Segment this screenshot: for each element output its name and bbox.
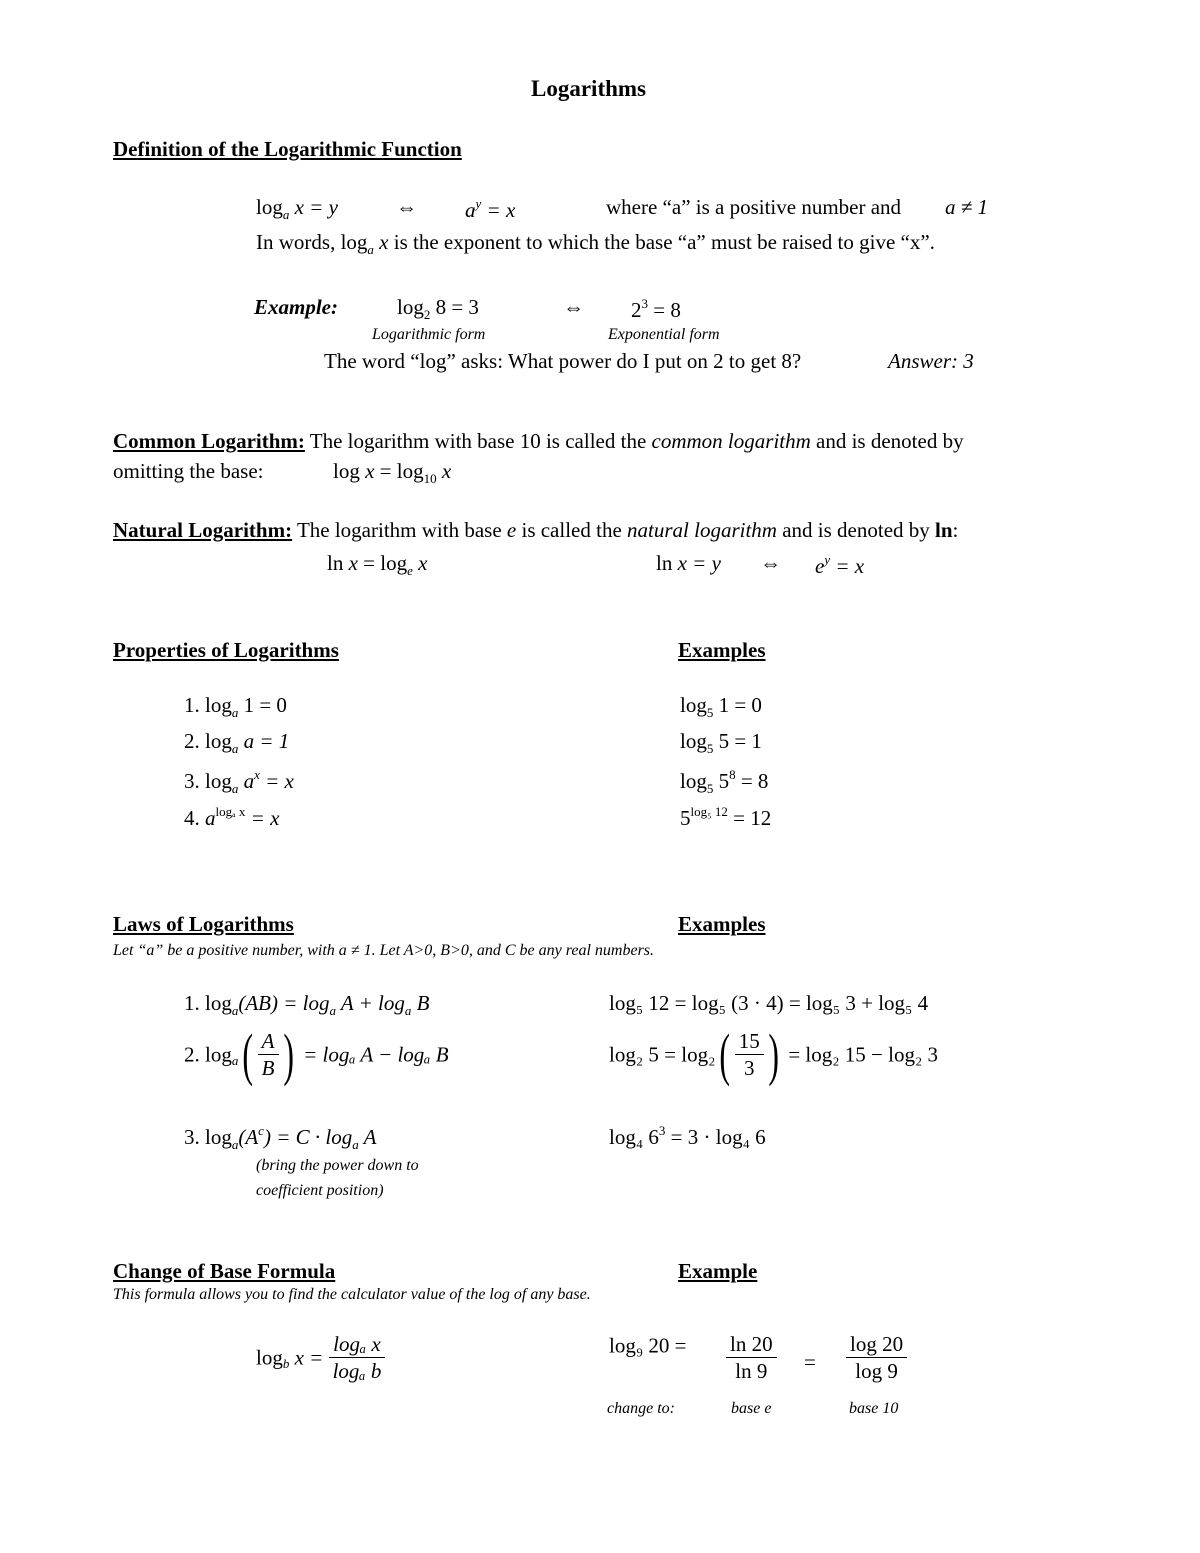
property-sup: logₐ x (215, 804, 246, 819)
common-x2: x (441, 459, 452, 483)
property-rhs: a = 1 (238, 729, 290, 753)
common-text-italic: common logarithm (651, 429, 811, 453)
left-paren: ( (719, 1022, 731, 1087)
log-base: a (231, 705, 239, 720)
example-rhs: = log₂ 15 − log₂ 3 (783, 1042, 939, 1067)
common-log-line (113, 431, 964, 452)
log-text: log (340, 230, 368, 254)
log-text: log (680, 729, 707, 753)
log-text: log (205, 991, 232, 1015)
log-base: a (329, 1003, 336, 1018)
properties-examples-heading: Examples (678, 638, 766, 662)
iff-symbol: ⇔ (760, 551, 781, 575)
left-paren: ( (242, 1022, 254, 1087)
right-paren: ) (282, 1022, 294, 1087)
log-fraction (846, 1334, 907, 1382)
property-4 (184, 805, 279, 829)
where-text: where “a” is a positive number and (606, 195, 902, 219)
example-rhs: = 3 · log₄ 6 (665, 1125, 766, 1149)
log-base: a (282, 207, 290, 222)
log-text: log (205, 729, 232, 753)
change-example-formula (609, 1334, 687, 1357)
example-lhs: log₂ 5 = log₂ (609, 1042, 716, 1067)
property-num: 3. (184, 769, 200, 793)
example-rhs: = 8 (735, 769, 769, 793)
formula-fraction (329, 1334, 386, 1382)
definition-heading: Definition of the Logarithmic Function (113, 137, 462, 161)
in-words-suffix: is the exponent to which the base “a” must be raised to give “x”. (393, 230, 935, 254)
common-log-heading: Common Logarithm: (113, 429, 305, 453)
law-2 (184, 1022, 449, 1087)
log-base: a (231, 1137, 239, 1152)
in-words-prefix: In words, (256, 230, 336, 254)
common-base: 10 (423, 471, 437, 486)
common-text-a: The logarithm with base 10 is called the (304, 429, 652, 453)
ln-x: x (348, 551, 358, 575)
base-10-label: base 10 (849, 1400, 899, 1417)
natural-colon: : (952, 518, 959, 542)
log-text: log (397, 295, 424, 319)
log-text: log (205, 769, 232, 793)
example-exp-form (631, 297, 681, 321)
log-base: 2 (423, 307, 431, 322)
eq-y: = y (303, 195, 338, 219)
property-rhs: = x (259, 769, 294, 793)
in-words-line (256, 232, 935, 256)
properties-heading: Properties of Logarithms (113, 638, 339, 662)
example-lhs: log₉ 20 = (609, 1333, 687, 1358)
natural-text-c: and is denoted by (776, 518, 936, 542)
law-arg: (A (238, 1125, 259, 1149)
property-sup: x (254, 767, 260, 782)
natural-formula-2 (656, 553, 721, 574)
log-base: a (367, 242, 374, 257)
iff-symbol: ⇔ (563, 295, 584, 319)
log-base: a (231, 1052, 239, 1068)
property-rhs: = x (245, 806, 280, 830)
change-example-eq: = (804, 1350, 816, 1374)
right-paren: ) (768, 1022, 779, 1087)
property-example-3 (680, 768, 768, 795)
natural-formula-1 (327, 553, 427, 577)
change-to-label: change to: (607, 1400, 675, 1417)
example-rhs: 1 = 0 (713, 693, 762, 717)
log-question: The word “log” asks: What power do I put on 2 to get 8? (324, 349, 802, 373)
property-example-4 (680, 805, 771, 829)
example-arg: 5 (713, 769, 730, 793)
common-text-b: and is denoted by (810, 429, 964, 453)
property-rhs: 1 = 0 (238, 693, 287, 717)
natural-e: e (506, 518, 517, 542)
example-sup: log₅ 12 (690, 804, 728, 819)
natural-log-line (113, 520, 958, 541)
fraction-numerator: 15 (738, 1029, 760, 1053)
example-lhs: log₄ 6 (609, 1125, 659, 1149)
log-text: log (680, 769, 707, 793)
ln-x2: x (418, 551, 428, 575)
laws-heading: Laws of Logarithms (113, 912, 294, 936)
exp-two: 2 (631, 298, 642, 322)
law-3 (184, 1124, 376, 1151)
property-base: a (205, 806, 216, 830)
exp-rhs: = 8 (648, 298, 681, 322)
log-base: 5 (706, 781, 714, 796)
fraction-denominator: logₐ b (332, 1359, 382, 1383)
property-arg: a (238, 769, 255, 793)
fraction-numerator: ln 20 (726, 1334, 777, 1358)
change-example-log (846, 1334, 907, 1382)
log-text: log (680, 693, 707, 717)
property-3 (184, 768, 294, 795)
exp-sup: y (475, 196, 482, 211)
common-log: log (333, 459, 360, 483)
example-log-form (397, 297, 479, 321)
law-rhs: = logₐ A − logₐ B (297, 1042, 449, 1067)
laws-note: Let “a” be a positive number, with a ≠ 1. Let A>0, B>0, and C be any real numbers. (113, 942, 655, 959)
log-text: log (256, 1345, 283, 1370)
exp-form-label: Exponential form (608, 326, 720, 343)
natural-text-italic: natural logarithm (627, 518, 777, 542)
exp-base: a (465, 198, 476, 222)
definition-formula (256, 197, 338, 221)
log-base: a (352, 1137, 359, 1152)
law-num: 3. (184, 1125, 200, 1149)
example-label: Example: (254, 295, 338, 319)
log-form-label: Logarithmic form (372, 326, 486, 343)
log-text: log (256, 195, 283, 219)
common-eq: = log (374, 459, 424, 483)
example-base: 5 (680, 806, 691, 830)
law-rhs: ) = C · log (263, 1125, 353, 1149)
property-num: 2. (184, 729, 200, 753)
law2-fraction (258, 1031, 279, 1079)
natural-text-b: is called the (516, 518, 628, 542)
ln-base: e (407, 563, 413, 578)
fraction-denominator: ln 9 (735, 1359, 768, 1383)
natural-exp-form (815, 553, 864, 577)
log-base: 5 (706, 705, 714, 720)
page-title: Logarithms (531, 76, 646, 101)
law-1 (184, 993, 429, 1017)
base-e-label: base e (731, 1400, 772, 1417)
common-line2: omitting the base: (113, 459, 264, 483)
fraction-numerator: log 20 (846, 1334, 907, 1358)
fraction-denominator: B (258, 1054, 279, 1079)
log-base: a (231, 781, 239, 796)
example-rhs: 5 = 1 (713, 729, 762, 753)
iff-symbol: ⇔ (396, 195, 417, 219)
law-rhs-c: B (411, 991, 430, 1015)
change-of-base-formula (256, 1334, 385, 1382)
exp-formula (465, 197, 515, 221)
law-sup: c (258, 1123, 264, 1138)
ln-text: ln (656, 551, 673, 575)
law-num: 1. (184, 991, 200, 1015)
example-fraction (735, 1031, 764, 1079)
fraction-numerator: A (261, 1029, 275, 1053)
log-base: 5 (706, 741, 714, 756)
law-num: 2. (184, 1042, 200, 1067)
exp-three: 3 (641, 296, 648, 311)
laws-examples-heading: Examples (678, 912, 766, 936)
e-rhs: = x (830, 554, 865, 578)
change-example-ln (726, 1334, 777, 1382)
law-rhs-b: A + log (336, 991, 405, 1015)
natural-text-a: The logarithm with base (292, 518, 507, 542)
change-of-base-heading: Change of Base Formula (113, 1259, 336, 1283)
formula-lhs: x = (289, 1345, 324, 1370)
ln-eq: = log (357, 551, 408, 575)
log-base: a (231, 741, 239, 756)
property-example-2 (680, 731, 762, 755)
common-formula (333, 461, 451, 485)
property-1 (184, 695, 287, 719)
law-example-1: log₅ 12 = log₅ (3 · 4) = log₅ 3 + log₅ 4 (609, 991, 929, 1015)
log-text: log (205, 693, 232, 717)
property-example-1 (680, 695, 762, 719)
law-rhs: (AB) = log (238, 991, 330, 1015)
log-text: log (205, 1042, 232, 1067)
ln-text: ln (327, 551, 344, 575)
example-log-rhs: 8 = 3 (430, 295, 479, 319)
law-tail: A (358, 1125, 377, 1149)
ln-eq-y: = y (686, 551, 721, 575)
a-ne-1: a ≠ 1 (945, 195, 989, 219)
natural-log-heading: Natural Logarithm: (113, 518, 293, 542)
fraction-denominator: log 9 (855, 1359, 898, 1383)
law-example-3 (609, 1124, 766, 1148)
natural-ln-bold: ln (935, 518, 953, 542)
fraction-numerator: logₐ x (329, 1334, 386, 1358)
common-x: x (365, 459, 375, 483)
log-answer: Answer: 3 (888, 349, 974, 373)
example-sup: 8 (729, 767, 736, 782)
ln-fraction (726, 1334, 777, 1382)
x-var: x (294, 195, 304, 219)
property-num: 4. (184, 806, 200, 830)
e-sup: y (824, 552, 831, 567)
law3-note-1: (bring the power down to (256, 1157, 419, 1174)
log-text: log (205, 1125, 232, 1149)
log-base: a (231, 1003, 239, 1018)
exp-rhs: = x (481, 198, 516, 222)
example-rhs: = 12 (727, 806, 772, 830)
property-num: 1. (184, 693, 200, 717)
example-sup: 3 (658, 1123, 666, 1138)
change-of-base-note: This formula allows you to find the calculator value of the log of any base. (113, 1286, 591, 1303)
law-example-2 (609, 1022, 939, 1087)
fraction-denominator: 3 (735, 1054, 764, 1079)
change-example-heading: Example (678, 1259, 758, 1283)
property-2 (184, 731, 289, 755)
log-base: a (404, 1003, 412, 1018)
ln-x: x (677, 551, 687, 575)
x-var: x (379, 230, 389, 254)
log-base: b (282, 1355, 290, 1371)
e-base: e (815, 554, 825, 578)
law3-note-2: coefficient position) (256, 1182, 384, 1199)
